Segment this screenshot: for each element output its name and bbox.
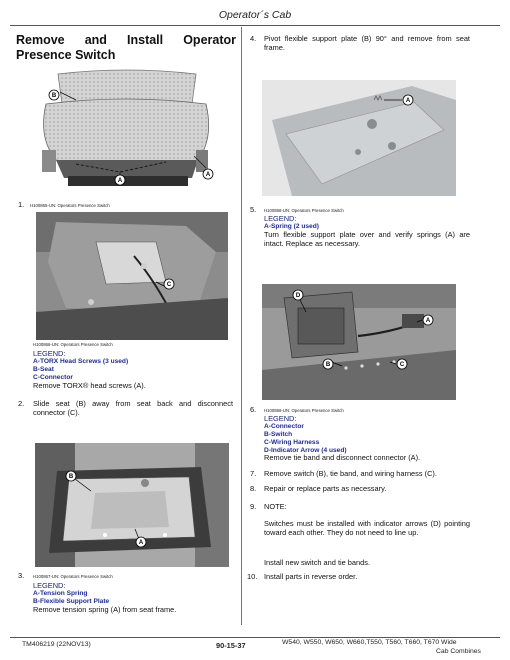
callout-b: B bbox=[68, 474, 74, 481]
instruction-text: Install parts in reverse order. bbox=[264, 572, 358, 581]
instruction-text: Remove switch (B), tie band, and wiring harness (C). bbox=[264, 469, 437, 478]
figure-connector bbox=[36, 212, 228, 340]
legend-item: B-Seat bbox=[33, 366, 54, 373]
step-number: 8. bbox=[250, 484, 257, 493]
figure-caption: H100866-UN: Operators Presence Switch bbox=[33, 342, 113, 347]
legend-title: LEGEND: bbox=[33, 581, 66, 590]
instruction-text: Slide seat (B) away from seat back and disconnect connector (C). bbox=[33, 399, 233, 418]
callout-a: A bbox=[205, 172, 211, 179]
step-number: 3. bbox=[18, 571, 25, 580]
step-number: 1. bbox=[18, 200, 25, 209]
callout-b: B bbox=[51, 93, 57, 100]
instruction-text: Pivot flexible support plate (B) 90° and remove from seat frame. bbox=[264, 34, 470, 53]
legend-item: D-Indicator Arrow (4 used) bbox=[264, 447, 347, 454]
legend-title: LEGEND: bbox=[264, 414, 297, 423]
step-number: 2. bbox=[18, 399, 25, 408]
callout-c: C bbox=[399, 362, 405, 369]
section-title: Remove and Install Operator Presence Switch bbox=[16, 33, 236, 62]
legend-item: A-TORX Head Screws (3 used) bbox=[33, 358, 129, 365]
footer-product: Cab Combines bbox=[436, 648, 481, 655]
instruction-text: Turn flexible support plate over and verify springs (A) are intact. Replace as necessary. bbox=[264, 230, 470, 249]
figure-caption: H100868-UN: Operators Presence Switch bbox=[264, 208, 344, 213]
step-number: 10. bbox=[247, 572, 258, 581]
running-header: Operator´s Cab bbox=[218, 9, 292, 21]
step-number: 6. bbox=[250, 405, 257, 414]
column-divider bbox=[241, 27, 242, 625]
instruction-text: Remove TORX® head screws (A). bbox=[33, 381, 146, 390]
legend-title: LEGEND: bbox=[33, 349, 66, 358]
callout-a: A bbox=[138, 540, 144, 547]
note-text: Switches must be installed with indicator arrows (D) pointing toward each other. They do not need to line up. bbox=[264, 519, 470, 538]
legend-item: A-Tension Spring bbox=[33, 590, 88, 597]
step-number: 9. bbox=[250, 502, 257, 511]
figure-seat-frame bbox=[35, 443, 229, 567]
instruction-text: Repair or replace parts as necessary. bbox=[264, 484, 387, 493]
figure-switch bbox=[262, 284, 456, 400]
legend-item: A-Connector bbox=[264, 423, 304, 430]
footer-rule bbox=[10, 637, 500, 638]
instruction-text: Remove tension spring (A) from seat frame. bbox=[33, 605, 177, 614]
footer-models: W540, W550, W650, W660,T550, T560, T660, T670 Wide bbox=[282, 639, 457, 646]
callout-b: B bbox=[325, 362, 331, 369]
step-number: 4. bbox=[250, 34, 257, 43]
legend-item: C-Wiring Harness bbox=[264, 439, 320, 446]
figure-caption: H100869-UN: Operators Presence Switch bbox=[264, 408, 344, 413]
legend-item: B-Switch bbox=[264, 431, 293, 438]
figure-support-plate bbox=[262, 80, 456, 196]
step-number: 7. bbox=[250, 469, 257, 478]
step-number: 5. bbox=[250, 205, 257, 214]
callout-d: D bbox=[295, 293, 301, 300]
legend-title: LEGEND: bbox=[264, 214, 297, 223]
figure-seat-overview bbox=[16, 68, 236, 196]
instruction-text: Remove tie band and disconnect connector (A). bbox=[264, 453, 421, 462]
header-rule bbox=[10, 25, 500, 26]
note-label: NOTE: bbox=[264, 502, 287, 511]
legend-item: B-Flexible Support Plate bbox=[33, 598, 110, 605]
figure-caption: H100867-UN: Operators Presence Switch bbox=[33, 574, 113, 579]
instruction-text: Install new switch and tie bands. bbox=[264, 558, 370, 567]
figure-caption: H100865-UN: Operators Presence Switch bbox=[30, 203, 110, 208]
legend-item: C-Connector bbox=[33, 374, 73, 381]
callout-a: A bbox=[405, 98, 411, 105]
callout-c: C bbox=[166, 282, 172, 289]
callout-a: A bbox=[117, 178, 123, 185]
footer-page-number: 90-15-37 bbox=[216, 641, 246, 650]
callout-a: A bbox=[425, 318, 431, 325]
legend-item: A-Spring (2 used) bbox=[264, 223, 319, 230]
footer-doc-id: TM406219 (22NOV13) bbox=[22, 641, 91, 648]
